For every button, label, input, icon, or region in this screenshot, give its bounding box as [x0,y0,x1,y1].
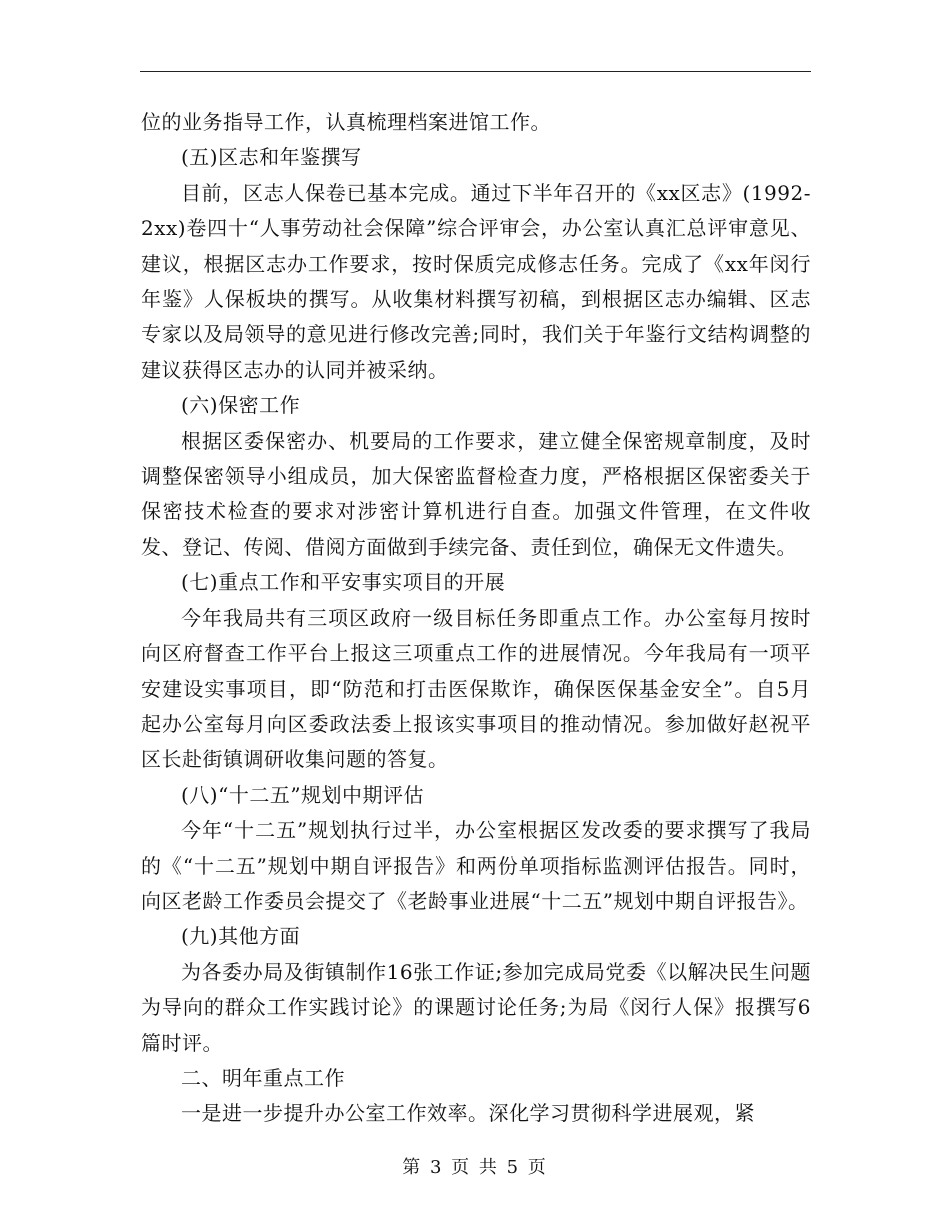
section-heading: (五)区志和年鉴撰写 [181,145,362,170]
paragraph: 一是进一步提升办公室工作效率。深化学习贯彻科学进展观，紧 [181,1101,755,1126]
document-body [141,105,811,1132]
paragraph: 根据区委保密办、机要局的工作要求，建立健全保密规章制度，及时调整保密领导小组成员，加大保密监督检查力度，严格根据区保密委关于保密技术检查的要求对涉密计算机进行自查。加强文件管理，在文件收发、登记、传阅、借阅方面做到手续完备、责任到位，确保无文件遗失。 [141,428,811,559]
section-heading: (七)重点工作和平安事实项目的开展 [181,570,506,595]
section-heading: 二、明年重点工作 [181,1065,345,1090]
paragraph: 今年“十二五”规划执行过半，办公室根据区发改委的要求撰写了我局的《“十二五”规划中期自评报告》和两份单项指标监测评估报告。同时，向区老龄工作委员会提交了《老龄事业进展“十二五”规划中期自评报告》。 [141,818,811,913]
section-heading: (六)保密工作 [181,393,301,418]
paragraph: 今年我局共有三项区政府一级目标任务即重点工作。办公室每月按时向区府督查工作平台上报这三项重点工作的进展情况。今年我局有一项平安建设实事项目，即“防范和打击医保欺诈，确保医保基金安全”。自5月起办公室每月向区委政法委上报该实事项目的推动情况。参加做好赵祝平区长赴街镇调研收集问题的答复。 [141,605,811,772]
paragraph: 为各委办局及街镇制作16张工作证;参加完成局党委《以解决民生问题为导向的群众工作实践讨论》的课题讨论任务;为局《闵行人保》报撰写6篇时评。 [141,959,811,1055]
section-heading: (九)其他方面 [181,924,301,949]
header-rule [140,71,811,72]
paragraph: 目前，区志人保卷已基本完成。通过下半年召开的《xx区志》(1992-2xx)卷四十“人事劳动社会保障”综合评审会，办公室认真汇总评审意见、建议，根据区志办工作要求，按时保质完成修志任务。完成了《xx年闵行年鉴》人保板块的撰写。从收集材料撰写初稿，到根据区志办编辑、区志专家以及局领导的意见进行修改完善;同时，我们关于年鉴行文结构调整的建议获得区志办的认同并被采纳。 [141,180,811,382]
page-footer: 第 3 页 共 5 页 [402,1157,548,1178]
paragraph: 位的业务指导工作，认真梳理档案进馆工作。 [141,110,551,134]
section-heading: (八)“十二五”规划中期评估 [181,782,425,807]
